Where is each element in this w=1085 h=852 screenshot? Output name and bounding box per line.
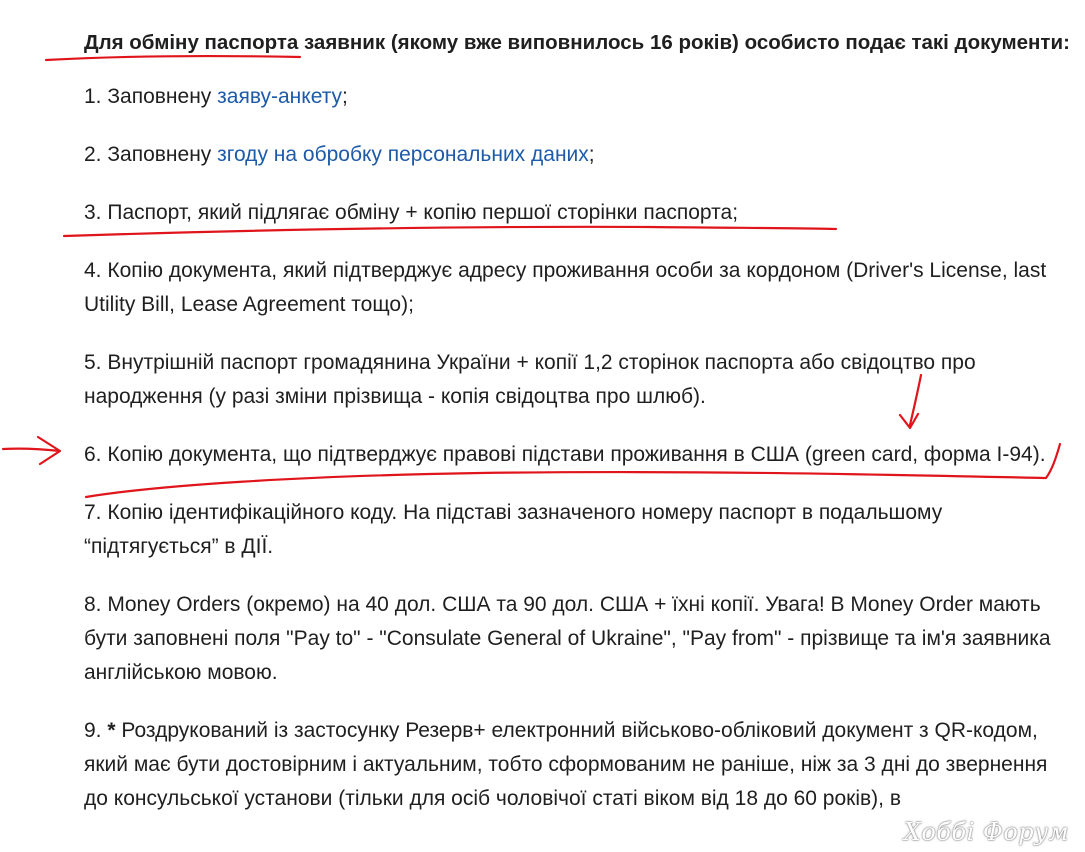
- item-2-prefix: 2. Заповнену: [84, 143, 218, 166]
- list-item-4: 4. Копію документа, який підтверджує адресу проживання особи за кордоном (Driver's License, last Utility Bill, Lease Agreement тощо);: [84, 259, 1047, 316]
- list-item-6: 6. Копію документа, що підтверджує правові підстави проживання в США (green card, форма І-94).: [84, 443, 1046, 466]
- item-1-suffix: ;: [342, 85, 348, 108]
- item-2-suffix: ;: [588, 143, 595, 166]
- required-star: *: [107, 719, 116, 742]
- list-item-8: 8. Money Orders (окремо) на 40 дол. США та 90 дол. США + їхні копії. Увага! В Money Order мають бути заповнені поля "Pay to" - "Consulate General of Ukraine", "Pay from" - прізвище та ім'я заявника англійською мовою.: [84, 593, 1051, 684]
- personal-data-consent-link[interactable]: згоду на обробку персональних даних: [217, 143, 589, 166]
- list-item-7: 7. Копію ідентифікаційного коду. На підставі зазначеного номеру паспорт в подальшому “підтягується” в ДІЇ.: [84, 501, 943, 558]
- margin-arrow-icon: [3, 437, 60, 464]
- application-form-link[interactable]: заяву-анкету: [217, 85, 343, 108]
- page-heading: Для обміну паспорта заявник (якому вже виповнилось 16 років) особисто подає такі документи:: [84, 31, 1070, 54]
- item-9-prefix: 9.: [84, 719, 108, 742]
- list-item-2: [84, 138, 1069, 172]
- document-body: [84, 26, 1069, 816]
- list-item-3: 3. Паспорт, який підлягає обміну + копію першої сторінки паспорта;: [84, 201, 739, 224]
- item-9-text: Роздрукований із застосунку Резерв+ електронний військово-обліковий документ з QR-кодом, який має бути достовірним і актуальним, тобто сформованим не раніше, ніж за 3 дні до звернення до консульської установи (тільки для осіб чоловічої статі віком від 18 до 60 років), в: [84, 719, 1048, 810]
- forum-watermark: Хоббі Форум: [903, 818, 1069, 846]
- list-item-9: [84, 714, 1069, 816]
- item-1-prefix: 1. Заповнену: [84, 85, 218, 108]
- list-item-5: 5. Внутрішній паспорт громадянина України + копії 1,2 сторінок паспорта або свідоцтво про народження (у разі зміни прізвища - копія свідоцтва про шлюб).: [84, 351, 976, 408]
- list-item-1: [84, 80, 1069, 114]
